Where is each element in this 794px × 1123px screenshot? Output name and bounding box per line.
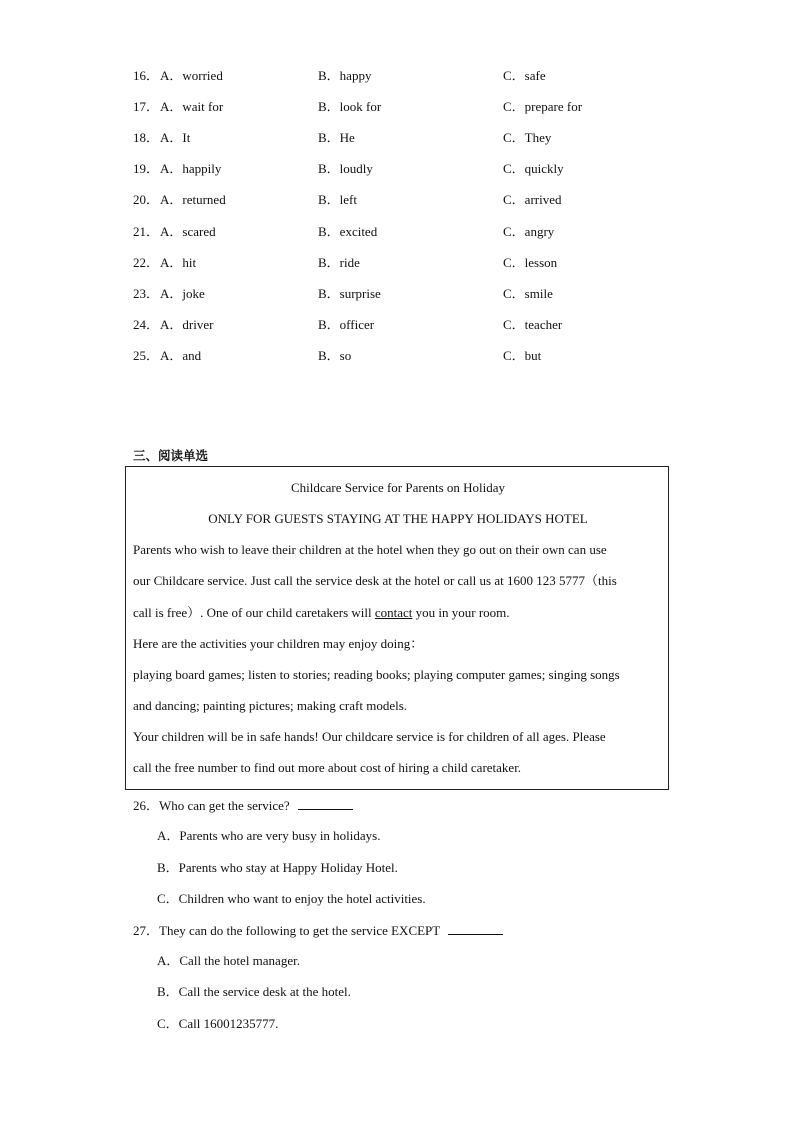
- option-a: A．wait for: [160, 99, 224, 114]
- option-row: [0, 128, 794, 148]
- option-a: A．hit: [160, 255, 197, 270]
- choice-a: A．Parents who are very busy in holidays.: [157, 828, 381, 843]
- option-row: [0, 66, 794, 86]
- question-stem-text: 27．They can do the following to get the service EXCEPT: [133, 923, 441, 938]
- option-b: B．surprise: [318, 286, 381, 301]
- underlined-word: contact: [374, 605, 413, 620]
- question-number: 22．: [133, 255, 160, 270]
- option-row: [0, 97, 794, 117]
- choice-b: B．Parents who stay at Happy Holiday Hotel.: [157, 860, 398, 875]
- passage-line: playing board games; listen to stories; reading books; playing computer games; singing songs: [133, 667, 620, 682]
- option-b: B．look for: [318, 99, 382, 114]
- passage-subheading: ONLY FOR GUESTS STAYING AT THE HAPPY HOLIDAYS HOTEL: [208, 511, 588, 526]
- option-a: A．happily: [160, 161, 222, 176]
- option-a: A．joke: [160, 286, 205, 301]
- question-number: 18．: [133, 130, 160, 145]
- option-c: C．arrived: [503, 192, 562, 207]
- option-c: C．lesson: [503, 255, 558, 270]
- answer-blank[interactable]: [448, 920, 503, 935]
- option-a: A．returned: [160, 192, 226, 207]
- passage-line: [133, 603, 510, 623]
- option-c: C．but: [503, 348, 542, 363]
- option-c: C．smile: [503, 286, 553, 301]
- passage-box: [125, 466, 669, 790]
- question-number: 20．: [133, 192, 160, 207]
- option-a: A．and: [160, 348, 202, 363]
- option-c: C．quickly: [503, 161, 564, 176]
- option-b: B．He: [318, 130, 355, 145]
- option-b: B．loudly: [318, 161, 373, 176]
- option-a: A．It: [160, 130, 191, 145]
- passage-heading: Childcare Service for Parents on Holiday: [290, 480, 506, 495]
- option-row: [0, 190, 794, 210]
- option-c: C．They: [503, 130, 552, 145]
- option-a: A．worried: [160, 68, 223, 83]
- option-row: [0, 346, 794, 366]
- option-row: [0, 315, 794, 335]
- passage-line: and dancing; painting pictures; making craft models.: [133, 698, 408, 713]
- option-c: C．angry: [503, 224, 555, 239]
- choice-b: B．Call the service desk at the hotel.: [157, 984, 351, 999]
- option-b: B．ride: [318, 255, 360, 270]
- option-b: B．happy: [318, 68, 372, 83]
- question-stem-text: 26．Who can get the service?: [133, 798, 290, 813]
- choice-c: C．Call 16001235777.: [157, 1016, 279, 1031]
- option-c: C．prepare for: [503, 99, 583, 114]
- option-row: [0, 159, 794, 179]
- option-c: C．safe: [503, 68, 546, 83]
- question-stem: [133, 795, 353, 816]
- option-a: A．scared: [160, 224, 216, 239]
- option-a: A．driver: [160, 317, 214, 332]
- option-row: [0, 284, 794, 304]
- passage-line: call the free number to find out more about cost of hiring a child caretaker.: [133, 760, 522, 775]
- question-number: 17．: [133, 99, 160, 114]
- option-b: B．officer: [318, 317, 375, 332]
- choice-c: C．Children who want to enjoy the hotel activities.: [157, 891, 426, 906]
- option-row: [0, 222, 794, 242]
- passage-line: Parents who wish to leave their children at the hotel when they go out on their own can use: [133, 542, 607, 557]
- question-number: 21．: [133, 224, 160, 239]
- question-number: 25．: [133, 348, 160, 363]
- question-stem: [133, 920, 503, 941]
- option-b: B．left: [318, 192, 357, 207]
- choice-a: A．Call the hotel manager.: [157, 953, 300, 968]
- answer-blank[interactable]: [298, 795, 353, 810]
- question-number: 16．: [133, 68, 160, 83]
- passage-line: Here are the activities your children may enjoy doing：: [133, 636, 424, 651]
- option-c: C．teacher: [503, 317, 563, 332]
- passage-line: Your children will be in safe hands! Our childcare service is for children of all ages. Please: [133, 729, 606, 744]
- option-b: B．so: [318, 348, 352, 363]
- passage-text: call is free）. One of our child caretakers will: [133, 605, 375, 620]
- passage-line: our Childcare service. Just call the service desk at the hotel or call us at 1600 123 5777（this: [133, 573, 617, 588]
- question-number: 19．: [133, 161, 160, 176]
- question-number: 24．: [133, 317, 160, 332]
- passage-text: you in your room.: [412, 605, 510, 620]
- question-number: 23．: [133, 286, 160, 301]
- section-title: 三、阅读单选: [133, 448, 209, 463]
- option-b: B．excited: [318, 224, 378, 239]
- option-row: [0, 253, 794, 273]
